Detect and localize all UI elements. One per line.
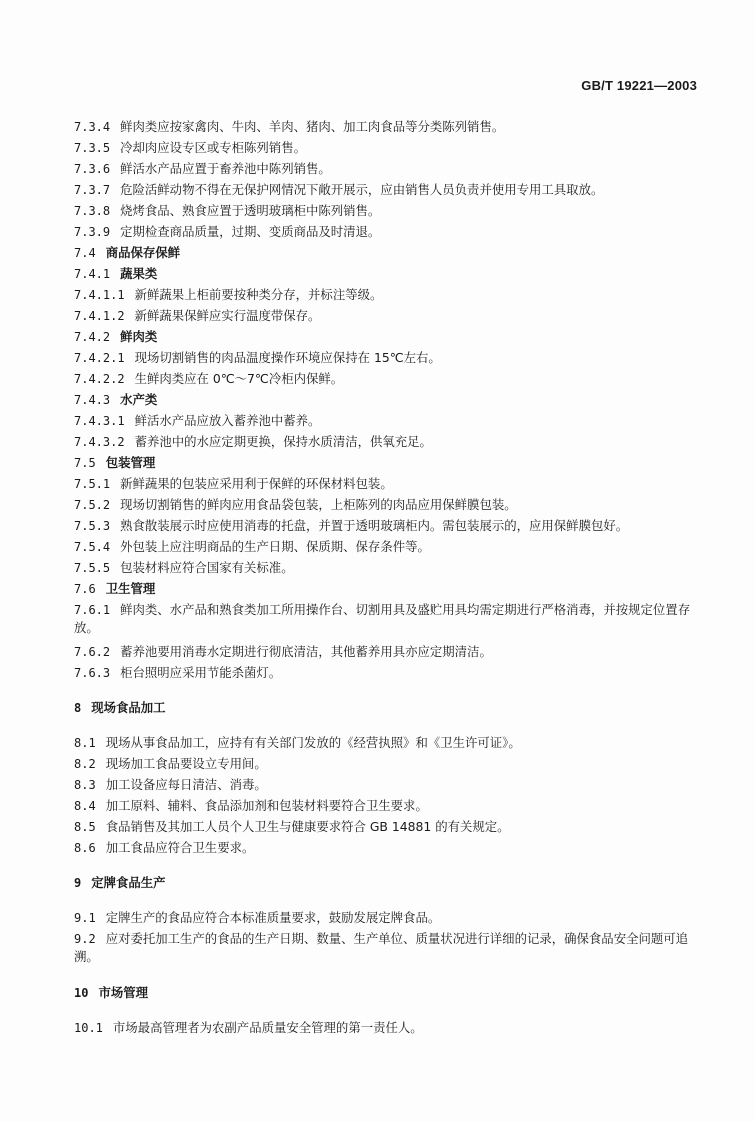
- clause-7-6-3: [74, 664, 699, 682]
- clause-text: 熟食散装展示时应使用消毒的托盘，并置于透明玻璃柜内。需包装展示的，应用保鲜膜包好。: [120, 518, 629, 533]
- clause-number: 7.3.9: [74, 225, 111, 239]
- clause-text: 加工食品应符合卫生要求。: [105, 840, 255, 855]
- clause-7-3-8: [74, 202, 699, 220]
- clause-text: 新鲜蔬果的包装应采用利于保鲜的环保材料包装。: [120, 476, 393, 491]
- chapter-9-title: [74, 874, 699, 892]
- section-heading: 水产类: [120, 392, 158, 407]
- section-7-4-3: [74, 391, 699, 409]
- section-heading: 蔬果类: [120, 266, 158, 281]
- clause-text: 现场切割销售的鲜肉应用食品袋包装，上柜陈列的肉品应用保鲜膜包装。: [120, 497, 517, 512]
- clause-number: 7.6.3: [74, 666, 111, 680]
- clause-8-5: [74, 818, 699, 836]
- section-7-5: [74, 454, 699, 472]
- clause-number: 7.4: [74, 246, 96, 260]
- clause-number: 8.2: [74, 757, 96, 771]
- clause-text: 柜台照明应采用节能杀菌灯。: [120, 665, 282, 680]
- clause-7-6-2: [74, 643, 699, 661]
- clause-number: 7.3.7: [74, 183, 111, 197]
- clause-7-5-2: [74, 496, 699, 514]
- clause-7-3-5: [74, 139, 699, 157]
- clause-number: 9.2: [74, 932, 96, 946]
- section-heading: 包装管理: [105, 455, 156, 470]
- clause-text: 冷却肉应设专区或专柜陈列销售。: [120, 140, 306, 155]
- clause-7-4-3-1: [74, 412, 699, 430]
- clause-number: 8.4: [74, 799, 96, 813]
- clause-number: 7.4.3.1: [74, 414, 125, 428]
- clause-7-3-4: [74, 118, 699, 136]
- clause-number: 7.6.1: [74, 603, 111, 617]
- clause-7-5-5: [74, 559, 699, 577]
- clause-text: 新鲜蔬果上柜前要按种类分存，并标注等级。: [134, 287, 383, 302]
- clause-number: 8.5: [74, 820, 96, 834]
- clause-7-3-7: [74, 181, 699, 199]
- clause-number: 7.3.5: [74, 141, 111, 155]
- clause-text: 应对委托加工生产的食品的生产日期、数量、生产单位、质量状况进行详细的记录，确保食品安全问题可追溯。: [74, 931, 689, 964]
- clause-text: 包装材料应符合国家有关标准。: [120, 560, 294, 575]
- clause-7-6-1: [74, 601, 699, 637]
- section-7-6: [74, 580, 699, 598]
- chapter-heading: 定牌食品生产: [91, 875, 166, 890]
- clause-7-5-3: [74, 517, 699, 535]
- clause-8-2: [74, 755, 699, 773]
- clause-text: 市场最高管理者为农副产品质量安全管理的第一责任人。: [112, 1020, 423, 1035]
- section-7-4: [74, 244, 699, 262]
- clause-number: 10.1: [74, 1021, 103, 1035]
- clause-7-5-1: [74, 475, 699, 493]
- clause-number: 7.4.1.2: [74, 309, 125, 323]
- clause-number: 7.5.5: [74, 561, 111, 575]
- chapter-heading: 现场食品加工: [91, 700, 166, 715]
- clause-text: 烧烤食品、熟食应置于透明玻璃柜中陈列销售。: [120, 203, 381, 218]
- clause-number: 7.5.1: [74, 477, 111, 491]
- chapter-10-title: [74, 984, 699, 1002]
- clause-8-4: [74, 797, 699, 815]
- section-7-4-1: [74, 265, 699, 283]
- clause-7-4-1-1: [74, 286, 699, 304]
- clause-number: 7.3.6: [74, 162, 111, 176]
- clause-number: 7.6: [74, 582, 96, 596]
- clause-10-1: [74, 1019, 699, 1037]
- clause-text: 定期检查商品质量，过期、变质商品及时清退。: [120, 224, 381, 239]
- clause-text: 蓄养池中的水应定期更换，保持水质清洁，供氧充足。: [134, 434, 432, 449]
- clause-text: 鲜活水产品应放入蓄养池中蓄养。: [134, 413, 321, 428]
- clause-text: 现场加工食品要设立专用间。: [105, 756, 267, 771]
- clause-7-3-9: [74, 223, 699, 241]
- clause-number: 7.4.2.2: [74, 372, 125, 386]
- clause-7-4-2-2: [74, 370, 699, 388]
- clause-number: 7.5: [74, 456, 96, 470]
- clause-9-1: [74, 909, 699, 927]
- clause-text: 定牌生产的食品应符合本标准质量要求，鼓励发展定牌食品。: [105, 910, 441, 925]
- clause-number: 8.3: [74, 778, 96, 792]
- clause-7-4-1-2: [74, 307, 699, 325]
- clause-number: 7.4.2.1: [74, 351, 125, 365]
- clause-number: 7.4.3.2: [74, 435, 125, 449]
- clause-number: 8.1: [74, 736, 96, 750]
- clause-number: 7.4.2: [74, 330, 111, 344]
- clause-text: 外包装上应注明商品的生产日期、保质期、保存条件等。: [120, 539, 430, 554]
- clause-number: 7.5.2: [74, 498, 111, 512]
- clause-text: 鲜肉类、水产品和熟食类加工所用操作台、切割用具及盛贮用具均需定期进行严格消毒，并按规定位置存放。: [74, 602, 691, 635]
- section-heading: 鲜肉类: [120, 329, 158, 344]
- chapter-number: 10: [74, 986, 89, 1000]
- clause-text: 鲜肉类应按家禽肉、牛肉、羊肉、猪肉、加工肉食品等分类陈列销售。: [120, 119, 505, 134]
- clause-number: 7.4.3: [74, 393, 111, 407]
- section-heading: 商品保存保鲜: [105, 245, 181, 260]
- clause-text: 生鲜肉类应在 0℃～7℃冷柜内保鲜。: [134, 371, 344, 386]
- clause-7-5-4: [74, 538, 699, 556]
- clause-number: 7.5.3: [74, 519, 111, 533]
- clause-number: 7.4.1: [74, 267, 111, 281]
- clause-7-3-6: [74, 160, 699, 178]
- clause-number: 7.6.2: [74, 645, 111, 659]
- clause-text: 现场切割销售的肉品温度操作环境应保持在 15℃左右。: [134, 350, 441, 365]
- chapter-number: 9: [74, 876, 82, 890]
- clause-text: 加工设备应每日清洁、消毒。: [105, 777, 267, 792]
- clause-text: 加工原料、辅料、食品添加剂和包装材料要符合卫生要求。: [105, 798, 428, 813]
- clause-9-2: [74, 930, 699, 966]
- chapter-heading: 市场管理: [98, 985, 149, 1000]
- clause-text: 鲜活水产品应置于畜养池中陈列销售。: [120, 161, 331, 176]
- clause-8-6: [74, 839, 699, 857]
- clause-text: 食品销售及其加工人员个人卫生与健康要求符合 GB 14881 的有关规定。: [105, 819, 510, 834]
- clause-7-4-2-1: [74, 349, 699, 367]
- section-heading: 卫生管理: [105, 581, 156, 596]
- clause-text: 危险活鲜动物不得在无保护网情况下敞开展示，应由销售人员负责并使用专用工具取放。: [120, 182, 604, 197]
- clause-number: 8.6: [74, 841, 96, 855]
- clause-number: 9.1: [74, 911, 96, 925]
- clause-text: 蓄养池要用消毒水定期进行彻底清洁，其他蓄养用具亦应定期清洁。: [120, 644, 492, 659]
- chapter-8-title: [74, 699, 699, 717]
- clause-8-3: [74, 776, 699, 794]
- chapter-number: 8: [74, 701, 82, 715]
- clause-text: 新鲜蔬果保鲜应实行温度带保存。: [134, 308, 321, 323]
- section-7-4-2: [74, 328, 699, 346]
- clause-8-1: [74, 734, 699, 752]
- clause-number: 7.5.4: [74, 540, 111, 554]
- clause-number: 7.4.1.1: [74, 288, 125, 302]
- clause-7-4-3-2: [74, 433, 699, 451]
- standard-code: GB/T 19221—2003: [581, 78, 697, 93]
- clause-text: 现场从事食品加工，应持有有关部门发放的《经营执照》和《卫生许可证》。: [105, 735, 521, 750]
- clause-number: 7.3.4: [74, 120, 111, 134]
- clause-number: 7.3.8: [74, 204, 111, 218]
